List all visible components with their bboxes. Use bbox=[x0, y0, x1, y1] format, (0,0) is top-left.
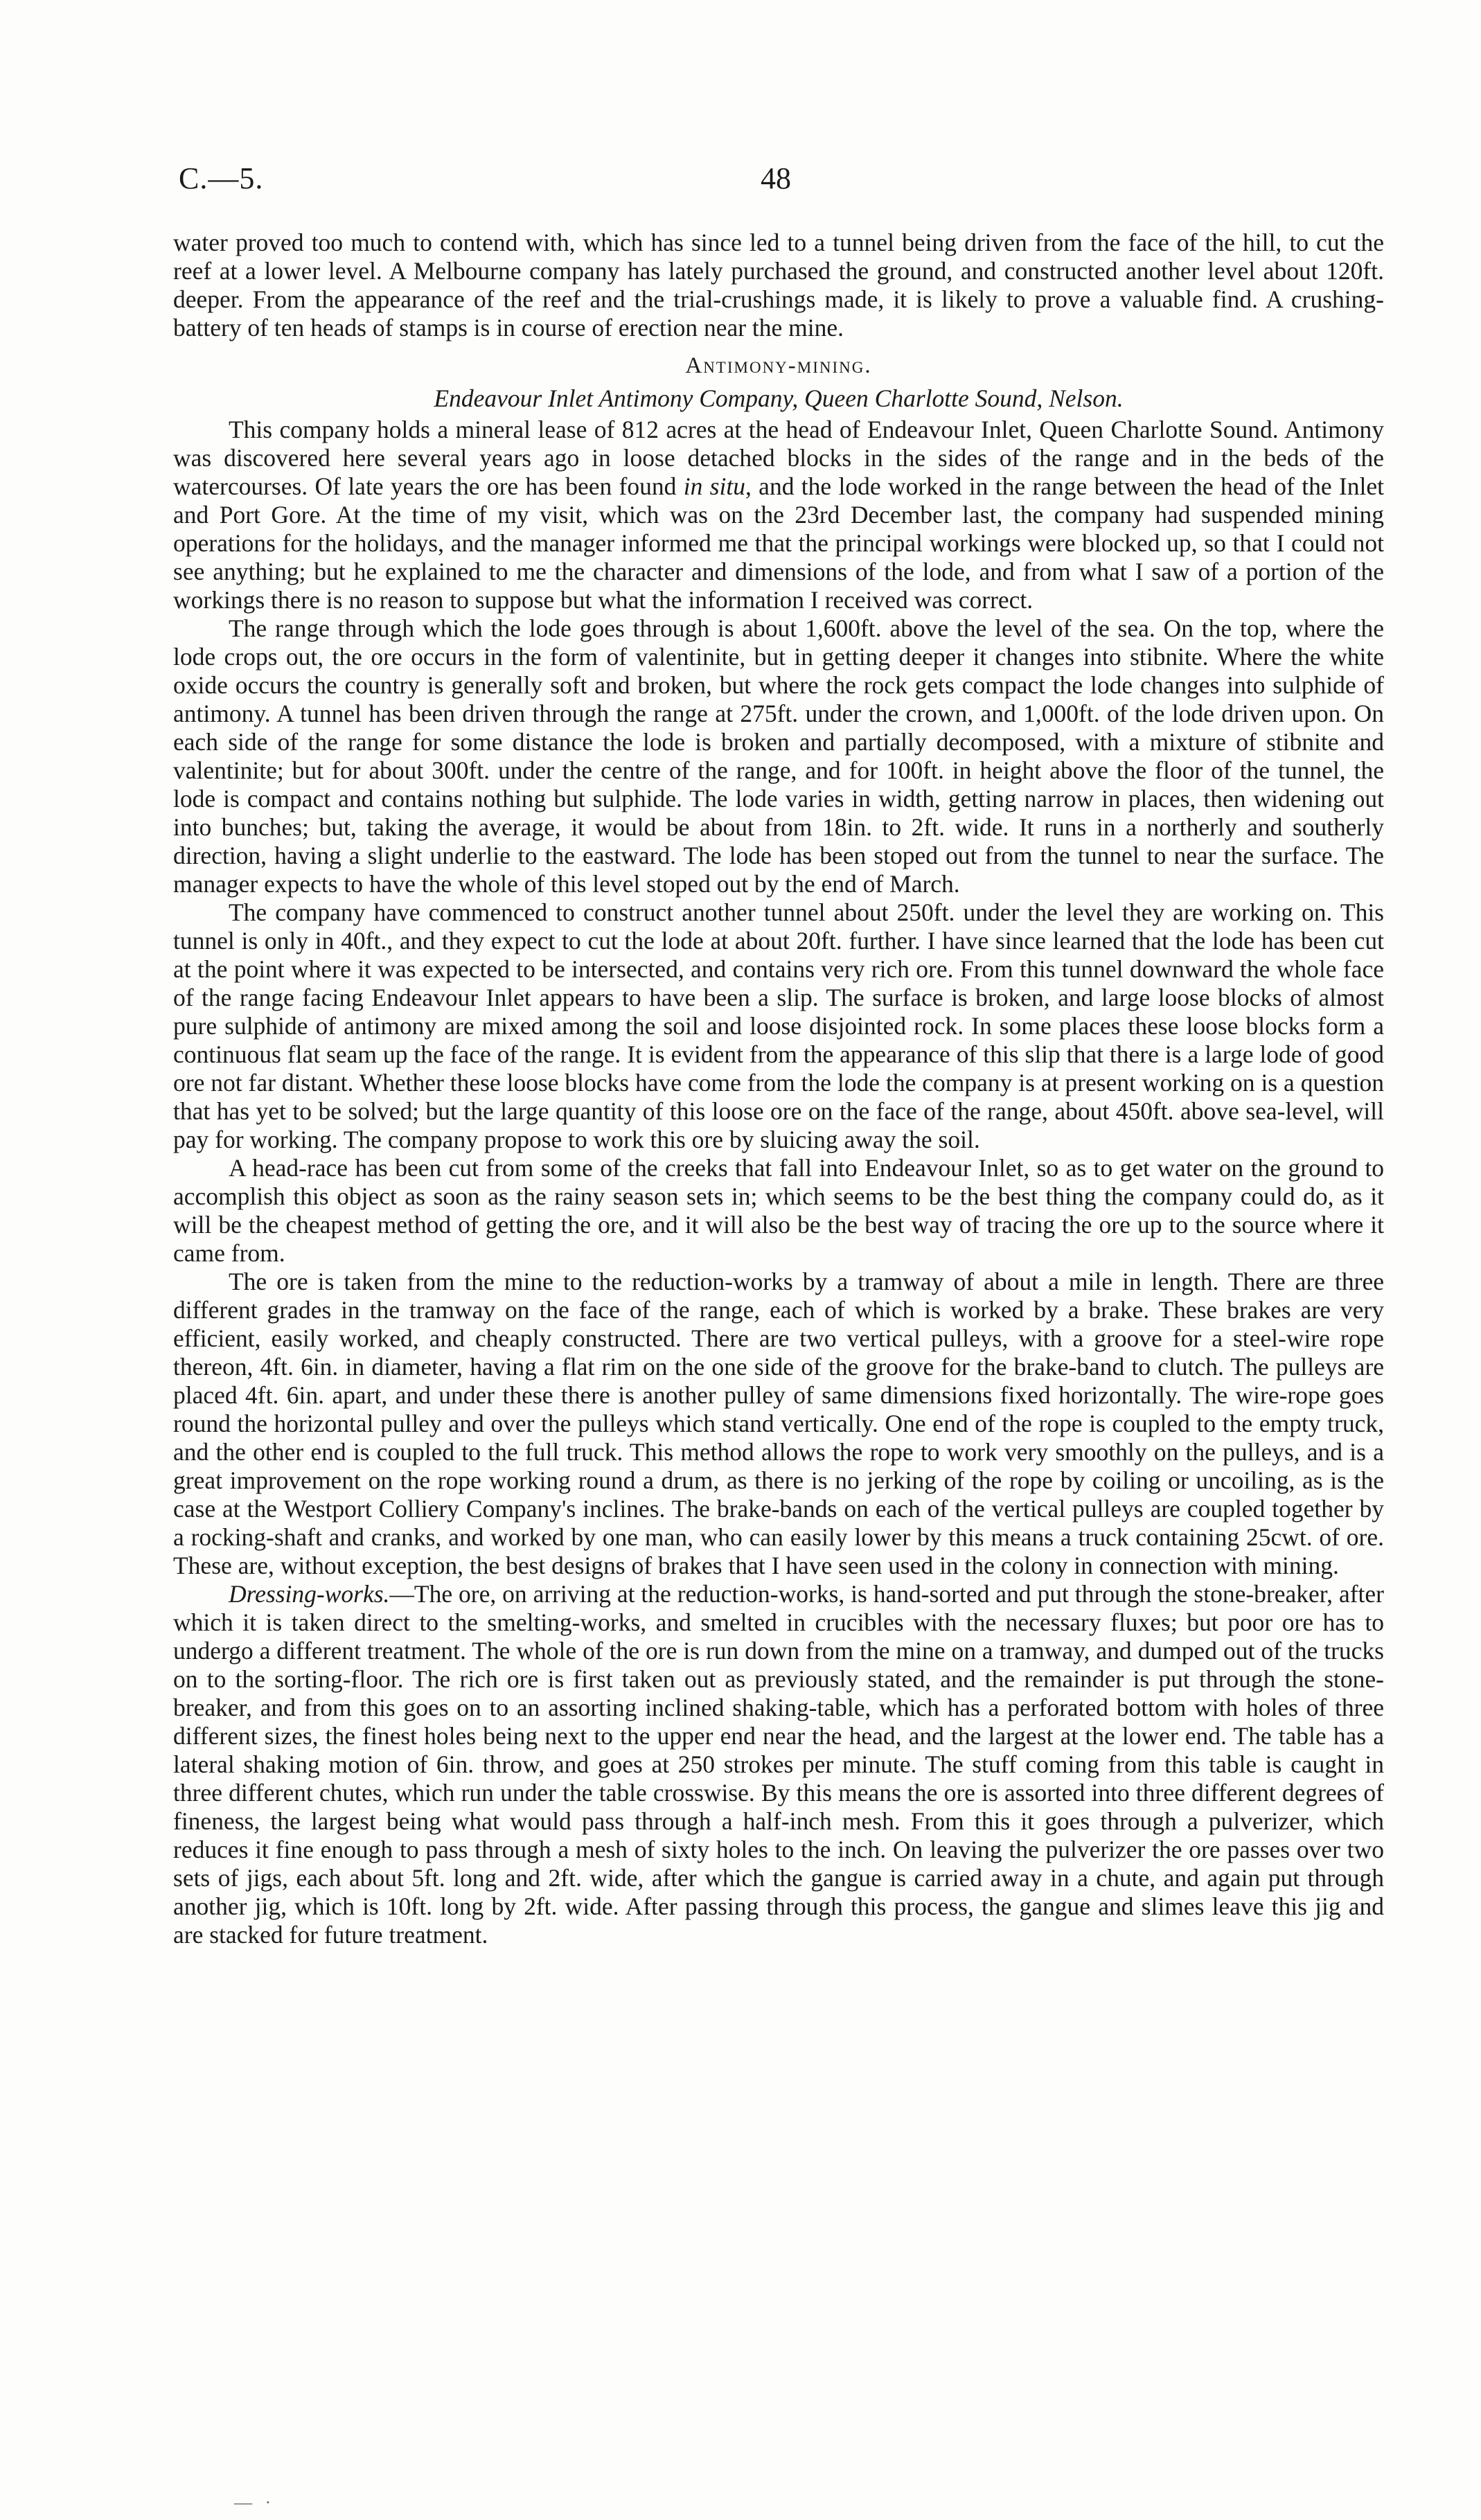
page-number: 48 bbox=[761, 161, 791, 195]
paragraph-lease-text-a: This company holds a mineral lease of 812 acres at the head of Endeavour Inlet, Queen Charlotte Sound. Antimony was discovered here several years ago in loose detached blocks in the sides of the range and in the beds of the watercourses. Of late years the ore has been found bbox=[173, 416, 1384, 500]
dressing-works-heading: Dressing-works. bbox=[229, 1580, 390, 1608]
paragraph-head-race: A head-race has been cut from some of the creeks that fall into Endeavour Inlet, so as to get water on the ground to accomplish this object as soon as the rainy season sets in; which seems to be the best thing the company could do, as it will be the cheapest method of getting the ore, and it will also be the best way of tracing the ore up to the source where it came from. bbox=[173, 1154, 1384, 1267]
intro-paragraph: water proved too much to contend with, which has since led to a tunnel being driven from the face of the hill, to cut the reef at a lower level. A Melbourne company has lately purchased the ground, and constructed another level about 120ft. deeper. From the appearance of the reef and the trial-crushings made, it is likely to prove a valuable find. A crushing-battery of ten heads of stamps is in course of erection near the mine. bbox=[173, 229, 1384, 341]
page-body bbox=[173, 229, 1384, 1949]
paragraph-range: The range through which the lode goes through is about 1,600ft. above the level of the sea. On the top, where the lode crops out, the ore occurs in the form of valentinite, but in getting deeper it changes into stibnite. Where the white oxide occurs the country is generally soft and broken, but where the rock gets compact the lode changes into sulphide of antimony. A tunnel has been driven through the range at 275ft. under the crown, and 1,000ft. of the lode driven upon. On each side of the range for some distance the lode is broken and partially decomposed, with a mixture of stibnite and valentinite; but for about 300ft. under the centre of the range, and for 100ft. in height above the floor of the tunnel, the lode is compact and contains nothing but sulphide. The lode varies in width, getting narrow in places, then widening out into bunches; but, taking the average, it would be about from 18in. to 2ft. wide. It runs in a northerly and southerly direction, having a slight underlie to the eastward. The lode has been stoped out from the tunnel to near the surface. The manager expects to have the whole of this level stoped out by the end of March. bbox=[173, 614, 1384, 898]
section-subtitle: Endeavour Inlet Antimony Company, Queen Charlotte Sound, Nelson. bbox=[434, 384, 1124, 412]
paragraph-dressing-works bbox=[173, 1580, 1384, 1949]
bottom-margin-mark: — · bbox=[234, 2492, 276, 2512]
paragraph-lease-text-b: , and the lode worked in the range between the head of the Inlet and Port Gore. At the time of my visit, which was on the 23rd December last, the company had suspended mining operations for the holidays, and the manager informed me that the principal workings were blocked up, so that I could not see anything; but he explained to me the character and dimensions of the lode, and from what I saw of a portion of the workings there is no reason to suppose but what the information I received was correct. bbox=[173, 472, 1384, 614]
paragraph-lease bbox=[173, 416, 1384, 614]
paragraph-lease-italic: in situ bbox=[683, 472, 745, 500]
paragraph-tramway: The ore is taken from the mine to the reduction-works by a tramway of about a mile in length. There are three different grades in the tramway on the face of the range, each of which is worked by a brake. These brakes are very efficient, easily worked, and cheaply constructed. There are two vertical pulleys, with a groove for a steel-wire rope thereon, 4ft. 6in. in diameter, having a flat rim on the one side of the groove for the brake-band to clutch. The pulleys are placed 4ft. 6in. apart, and under these there is another pulley of same dimensions fixed horizontally. The wire-rope goes round the horizontal pulley and over the pulleys which stand vertically. One end of the rope is coupled to the empty truck, and the other end is coupled to the full truck. This method allows the rope to work very smoothly on the pulleys, and is a great improvement on the rope working round a drum, as there is no jerking of the rope by coiling or uncoiling, as is the case at the Westport Colliery Company's inclines. The brake-bands on each of the vertical pulleys are coupled together by a rocking-shaft and cranks, and worked by one man, who can easily lower by this means a truck containing 25cwt. of ore. These are, without exception, the best designs of brakes that I have seen used in the colony in connection with mining. bbox=[173, 1268, 1384, 1579]
paragraph-tunnel: The company have commenced to construct another tunnel about 250ft. under the level they are working on. This tunnel is only in 40ft., and they expect to cut the lode at about 20ft. further. I have since learned that the lode has been cut at the point where it was expected to be intersected, and contains very rich ore. From this tunnel downward the whole face of the range facing Endeavour Inlet appears to have been a slip. The surface is broken, and large loose blocks of almost pure sulphide of antimony are mixed among the soil and loose disjointed rock. In some places these loose blocks form a continuous flat seam up the face of the range. It is evident from the appearance of this slip that there is a large lode of good ore not far distant. Whether these loose blocks have come from the lode the company is at present working on is a question that has yet to be solved; but the large quantity of this loose ore on the face of the range, about 450ft. above sea-level, will pay for working. The company propose to work this ore by sluicing away the soil. bbox=[173, 898, 1384, 1153]
page-header bbox=[179, 161, 1384, 202]
document-reference: C.—5. bbox=[179, 161, 264, 195]
section-title: Antimony-mining. bbox=[685, 353, 872, 378]
dressing-works-text: —The ore, on arriving at the reduction-works, is hand-sorted and put through the stone-breaker, after which it is taken direct to the smelting-works, and smelted in crucibles with the necessary fluxes; but poor ore has to undergo a different treatment. The whole of the ore is run down from the mine on a tramway, and dumped out of the trucks on to the sorting-floor. The rich ore is first taken out as previously stated, and the remainder is put through the stone-breaker, and from this goes on to an assorting inclined shaking-table, which has a perforated bottom with holes of three different sizes, the finest holes being next to the upper end near the head, and the largest at the lower end. The table has a lateral shaking motion of 6in. throw, and goes at 250 strokes per minute. The stuff coming from this table is caught in three different chutes, which run under the table crosswise. By this means the ore is assorted into three different degrees of fineness, the largest being what would pass through a half-inch mesh. From this it goes through a pulverizer, which reduces it fine enough to pass through a mesh of sixty holes to the inch. On leaving the pulverizer the ore passes over two sets of jigs, each about 5ft. long and 2ft. wide, after which the gangue is carried away in a chute, and again put through another jig, which is 10ft. long by 2ft. wide. After passing through this process, the gangue and slimes leave this jig and are stacked for future treatment. bbox=[173, 1580, 1384, 1949]
